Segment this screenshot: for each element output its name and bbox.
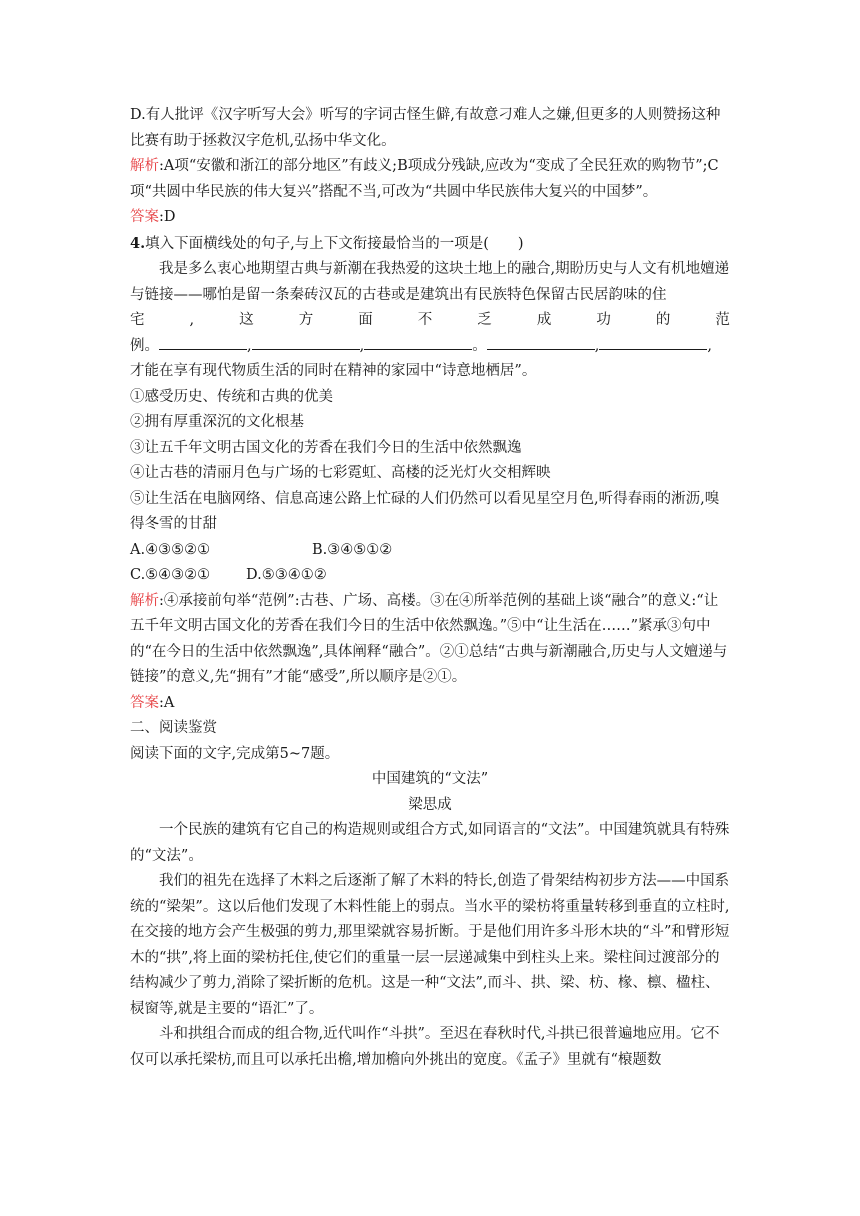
spread-char: 不 [417,312,433,328]
q4-number: 4. [130,234,146,252]
spread-char: 面 [358,312,373,328]
spread-char: 成 [536,312,552,328]
fill-blank-3[interactable] [364,335,472,350]
analysis-label: 解析 [130,592,159,609]
spread-char: 的 [655,312,671,328]
fill-blank-2[interactable] [252,335,360,350]
q4-item-1: ①感受历史、传统和古典的优美 [130,388,333,405]
spread-char: 方 [298,312,314,328]
q4-item-3: ③让五千年文明古国文化的芳香在我们今日的生活中依然飘逸 [130,439,522,456]
section-instruction: 阅读下面的文字,完成第5~7题。 [130,745,340,762]
article-paragraph-3: 斗和拱组合而成的组合物,近代叫作“斗拱”。至迟在春秋时代,斗拱已很普遍地应用。它不仅可以承托梁枋,而且可以承托出檐,增加檐向外挑出的宽度。《孟子》里就有“榱题数 [130,1026,720,1068]
q4-passage-spread-line [130,308,730,334]
q4-answer-value: :A [159,694,175,711]
q3-analysis-text: :A项“安徽和浙江的部分地区”有歧义;B项成分残缺,应改为“变成了全民狂欢的购物节”;C项“共圆中华民族的伟大复兴”搭配不当,可改为“共圆中华民族伟大复兴的中国梦”。 [130,158,719,200]
section-heading: 二、阅读鉴赏 [130,720,217,736]
q4-passage-1: 我是多么衷心地期望古典与新潮在我热爱的这块土地上的融合,期盼历史与人文有机地嬗递与链接——哪怕是留一条秦砖汉瓦的古巷或是建筑出有民族特色保留古民居韵味的住 [130,261,730,303]
q3-answer-value: :D [159,209,176,225]
q4-answer [130,691,730,717]
q3-answer [130,205,730,231]
q4-stem [130,231,730,258]
punct: , [359,337,365,354]
punct: 。 [472,337,487,354]
choice-b: B.③④⑤①② [312,541,393,558]
q4-blanks-line [130,334,730,360]
punct: , [594,337,600,354]
analysis-label: 解析 [130,158,159,174]
q4-passage-3: 才能在享有现代物质生活的同时在精神的家园中“诗意地栖居”。 [130,363,537,379]
fill-blank-1[interactable] [159,335,247,350]
choice-c: C.⑤④③②① [130,567,211,583]
fill-blank-5[interactable] [599,335,707,350]
document-page [130,103,730,1073]
punct: , [247,337,252,354]
q4-item-4: ④让古巷的清丽月色与广场的七彩霓虹、高楼的泛光灯火交相辉映 [130,465,551,481]
spread-char: 乏 [477,312,492,328]
q4-stem-text: 填入下面横线处的句子,与上下文衔接最恰当的一项是( ) [145,235,524,252]
q4-item-5: ⑤让生活在电脑网络、信息高速公路上忙碌的人们仍然可以看见星空月色,听得春雨的淅沥,嗅得冬雪的甘甜 [130,490,720,532]
punct: , [707,337,712,354]
spread-char: 功 [596,312,611,328]
q3-option-d: D.有人批评《汉字听写大会》听写的字词古怪生僻,有故意刁难人之嫌,但更多的人则赞扬这种比赛有助于拯救汉字危机,弘扬中华文化。 [130,107,721,149]
answer-label: 答案 [130,209,159,225]
q4-choices-row-1 [130,538,730,564]
spread-char: 宅 [130,312,145,328]
spread-char: 范 [715,312,730,328]
q4-analysis [130,589,730,691]
passage-text: 例。 [130,337,159,354]
q4-analysis-text: :④承接前句举“范例”:古巷、广场、高楼。③在④所举范例的基础上谈“融合”的意义:“让五千年文明古国文化的芳香在我们今日的生活中依然飘逸。”⑤中“让生活在……”紧承③句中的“在今日的生活中依然飘逸”,具体阐释“融合”。②①总结“古典与新潮融合,历史与人文嬗递与链接”的意义,先“拥有”才能“感受”,所以顺序是②①。 [130,592,728,685]
article-author: 梁思成 [408,796,452,813]
choice-d: D.⑤③④①② [246,567,327,583]
answer-label: 答案 [130,694,159,711]
fill-blank-4[interactable] [487,335,595,350]
spread-char: 这 [239,312,254,328]
q4-choices-row-2 [130,563,730,589]
q3-analysis [130,154,730,205]
article-title: 中国建筑的“文法” [371,771,489,787]
spread-char: , [189,312,195,328]
q4-item-2: ②拥有厚重深沉的文化根基 [130,414,304,430]
article-paragraph-2: 我们的祖先在选择了木料之后逐渐了解了木料的特长,创造了骨架结构初步方法——中国系统的“梁架”。这以后他们发现了木料性能上的弱点。当水平的梁枋将重量转移到垂直的立柱时,在交接的地方会产生极强的剪力,那里梁就容易折断。于是他们用许多斗形木块的“斗”和臂形短木的“拱”,将上面的梁枋托住,使它们的重量一层一层递减集中到柱头上来。梁柱间过渡部分的结构减少了剪力,消除了梁折断的危机。这是一种“文法”,而斗、拱、梁、枋、椽、檩、楹柱、棂窗等,就是主要的“语汇”了。 [130,873,730,1017]
article-paragraph-1: 一个民族的建筑有它自己的构造规则或组合方式,如同语言的“文法”。中国建筑就具有特殊的“文法”。 [130,822,730,864]
choice-a: A.④③⑤②① [130,541,211,558]
